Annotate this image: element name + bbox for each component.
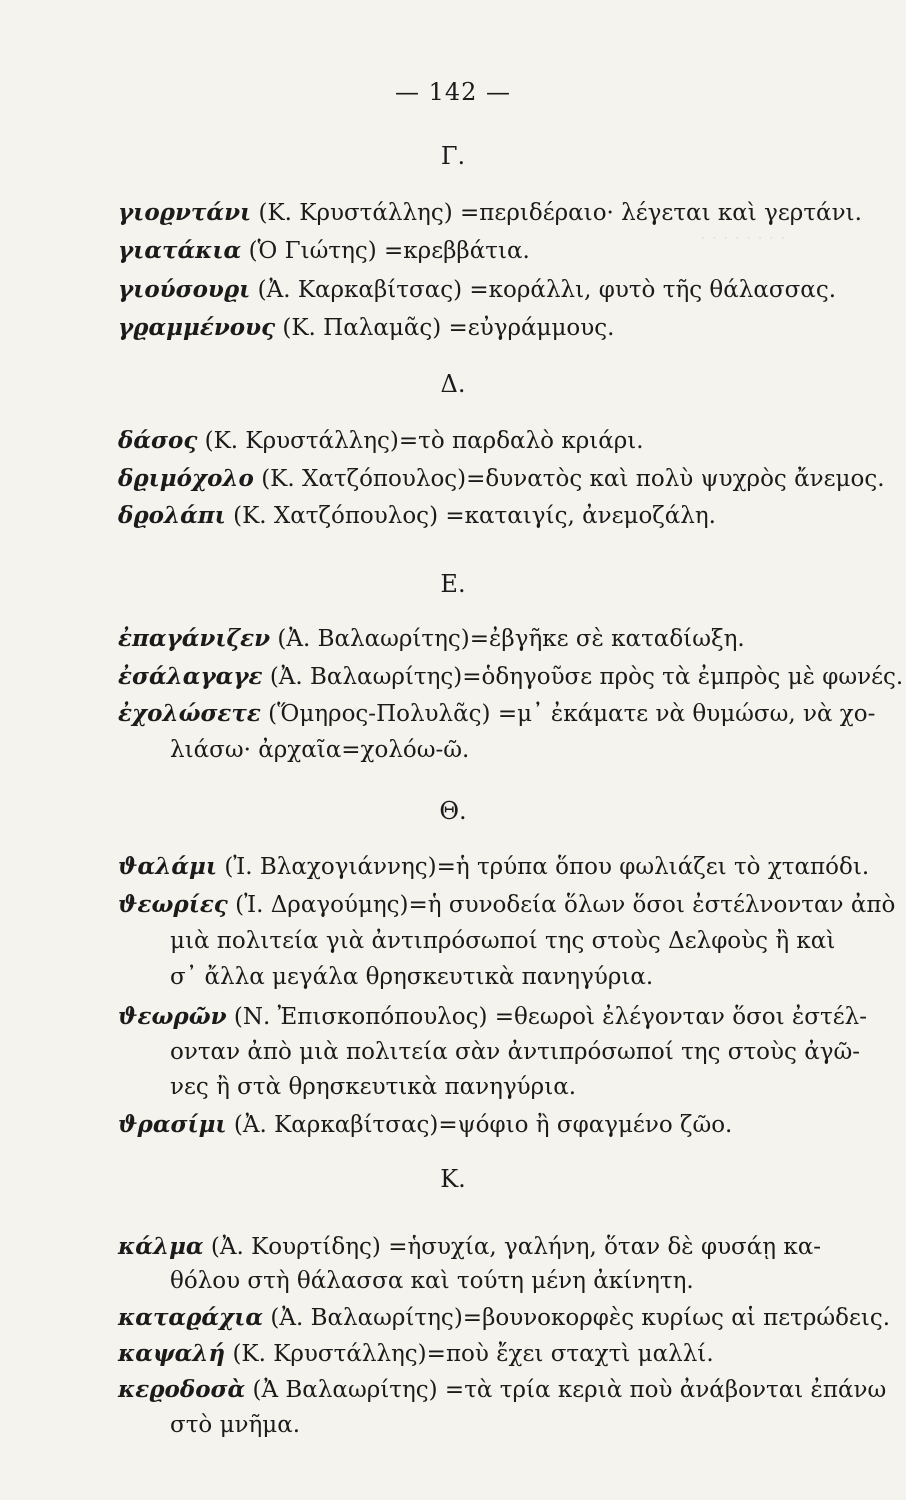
page-number: — 142 — (394, 78, 512, 106)
source: (Ν. Ἐπισκοπόπουλος) (226, 1004, 495, 1030)
headword: ϑεωρῶν (118, 1003, 227, 1030)
entry-grammenous (118, 311, 878, 345)
entry-giousouri (118, 273, 878, 307)
entry-drolapi (118, 499, 878, 533)
headword: δϱολάπι (118, 502, 226, 529)
headword: ἐσάλαγαγε (118, 663, 263, 690)
definition: =ἡσυχία, γαλήνη, ὅταν δὲ φυσάῃ κα- (388, 1234, 822, 1260)
entry-continuation: νες ἢ στὰ θρησκευτικὰ πανηγύρια. (170, 1074, 577, 1100)
entry-continuation: θόλου στὴ θάλασσα καὶ τούτη μένη ἀκίνητη. (170, 1268, 694, 1294)
headword: καψαλή (118, 1340, 226, 1367)
entry-katarachia (118, 1301, 891, 1335)
entry-epaganizen (118, 622, 878, 656)
entry-echolosete (118, 697, 878, 731)
entry-continuation: ονταν ἀπὸ μιὰ πολιτεία σὰν ἀντιπρόσωποί της στοὺς ἀγῶ- (170, 1039, 861, 1065)
headword: γιατάκια (118, 237, 242, 264)
source: (Κ. Κρυστάλλης) (251, 200, 461, 226)
source: (Ἰ. Δραγούμης) (227, 892, 409, 918)
headword: ϑεωρίες (118, 891, 228, 918)
definition: =κρεββάτια. (384, 238, 530, 264)
definition: =ἡ συνοδεία ὅλων ὅσοι ἐστέλνονταν ἀπὸ (408, 892, 896, 918)
definition: =τὸ παρδαλὸ κριάρι. (398, 428, 644, 454)
source: (Κ. Χατζόπουλος) (253, 466, 467, 492)
entry-continuation: στὸ μνῆμα. (170, 1412, 301, 1438)
entry-continuation: σ᾽ ἄλλα μεγάλα θρησκευτικὰ πανηγύρια. (170, 964, 654, 990)
entry-continuation: μιὰ πολιτεία γιὰ ἀντιπρόσωποί της στοὺς Δελφοὺς ἢ καὶ (170, 928, 836, 954)
headword: ϑρασίμι (118, 1111, 227, 1138)
source: (Ἀ. Καρκαβίτσας) (250, 277, 470, 303)
entry-kapsali (118, 1337, 878, 1371)
entry-kalma (118, 1230, 878, 1264)
headword: ϑαλάμι (118, 853, 218, 880)
section-letter-theta: Θ. (439, 797, 467, 825)
definition: =βουνοκορφὲς κυρίως αἱ πετρώδεις. (462, 1305, 891, 1331)
entry-thrasimi (118, 1108, 878, 1142)
headword: δάσος (118, 427, 198, 454)
source: (Κ. Κρυστάλλης) (225, 1341, 427, 1367)
entry-dasos (118, 424, 878, 458)
definition: =ὁδηγοῦσε πρὸς τὰ ἐμπρὸς μὲ φωνές. (462, 664, 904, 690)
headword: γιοϱντάνι (118, 199, 252, 226)
definition: =περιδέραιο· λέγεται καὶ γερτάνι. (460, 200, 862, 226)
definition: =εὐγράμμους. (448, 315, 615, 341)
entry-continuation: λιάσω· ἀρχαῖα=χολόω-ῶ. (170, 737, 470, 763)
definition: =ἐβγῆκε σὲ καταδίωξη. (469, 626, 745, 652)
source: (Ὁ Γιώτης) (241, 238, 385, 264)
definition: =ἡ τρύπα ὅπου φωλιάζει τὸ χταπόδι. (436, 854, 870, 880)
definition: =θεωροὶ ἐλέγονταν ὅσοι ἐστέλ- (494, 1004, 867, 1030)
entry-esalagage (118, 660, 904, 694)
headword: κεϱοδοσὰ (118, 1376, 246, 1403)
headword: γιούσουϱι (118, 276, 251, 303)
section-letter-gamma: Γ. (440, 142, 466, 170)
headword: καταϱάχια (118, 1304, 264, 1331)
definition: =ποὺ ἔχει σταχτὶ μαλλί. (426, 1341, 714, 1367)
source: (Ἀ. Βαλαωρίτης) (270, 626, 470, 652)
source: (Κ. Κρυστάλλης) (197, 428, 399, 454)
entry-gioriani (118, 196, 878, 230)
definition: =δυνατὸς καὶ πολὺ ψυχρὸς ἄνεμος. (466, 466, 885, 492)
section-letter-epsilon: Ε. (440, 570, 466, 598)
headword: γϱαμμένους (118, 314, 276, 341)
entry-kerodosa (118, 1373, 887, 1407)
source: (Ἰ. Βλαχογιάννης) (217, 854, 437, 880)
source: (Ὅμηρος-Πολυλᾶς) (260, 701, 498, 727)
source: (Κ. Παλαμᾶς) (275, 315, 449, 341)
definition: =τὰ τρία κεριὰ ποὺ ἀνάβονται ἐπάνω (444, 1377, 887, 1403)
definition: =ψόφιο ἢ σφαγμένο ζῶο. (438, 1112, 733, 1138)
headword: δϱιμόχολο (118, 465, 254, 492)
entry-theoron (118, 1000, 878, 1034)
entry-thalami (118, 850, 878, 884)
bleed-through: · · · · · · · · (700, 228, 786, 249)
source: (Ἀ. Κουρτίδης) (203, 1234, 389, 1260)
headword: κάλμα (118, 1233, 204, 1260)
definition: =καταιγίς, ἀνεμοζάλη. (445, 503, 716, 529)
source: (Ἀ. Βαλαωρίτης) (263, 1305, 463, 1331)
definition: =μ᾽ ἐκάματε νὰ θυμώσω, νὰ χο- (497, 701, 876, 727)
section-letter-delta: Δ. (440, 370, 466, 398)
entry-drimocholo (118, 462, 885, 496)
source: (Ἀ Βαλαωρίτης) (245, 1377, 445, 1403)
source: (Ἀ. Βαλαωρίτης) (262, 664, 463, 690)
section-letter-kappa: Κ. (440, 1165, 466, 1193)
entry-giatakia (118, 234, 878, 268)
headword: ἐπαγάνιζεν (118, 625, 271, 652)
entry-theories (118, 888, 896, 922)
source: (Κ. Χατζόπουλος) (225, 503, 446, 529)
source: (Ἀ. Καρκαβίτσας) (226, 1112, 439, 1138)
headword: ἐχολώσετε (118, 700, 261, 727)
definition: =κοράλλι, φυτὸ τῆς θάλασσας. (469, 277, 837, 303)
